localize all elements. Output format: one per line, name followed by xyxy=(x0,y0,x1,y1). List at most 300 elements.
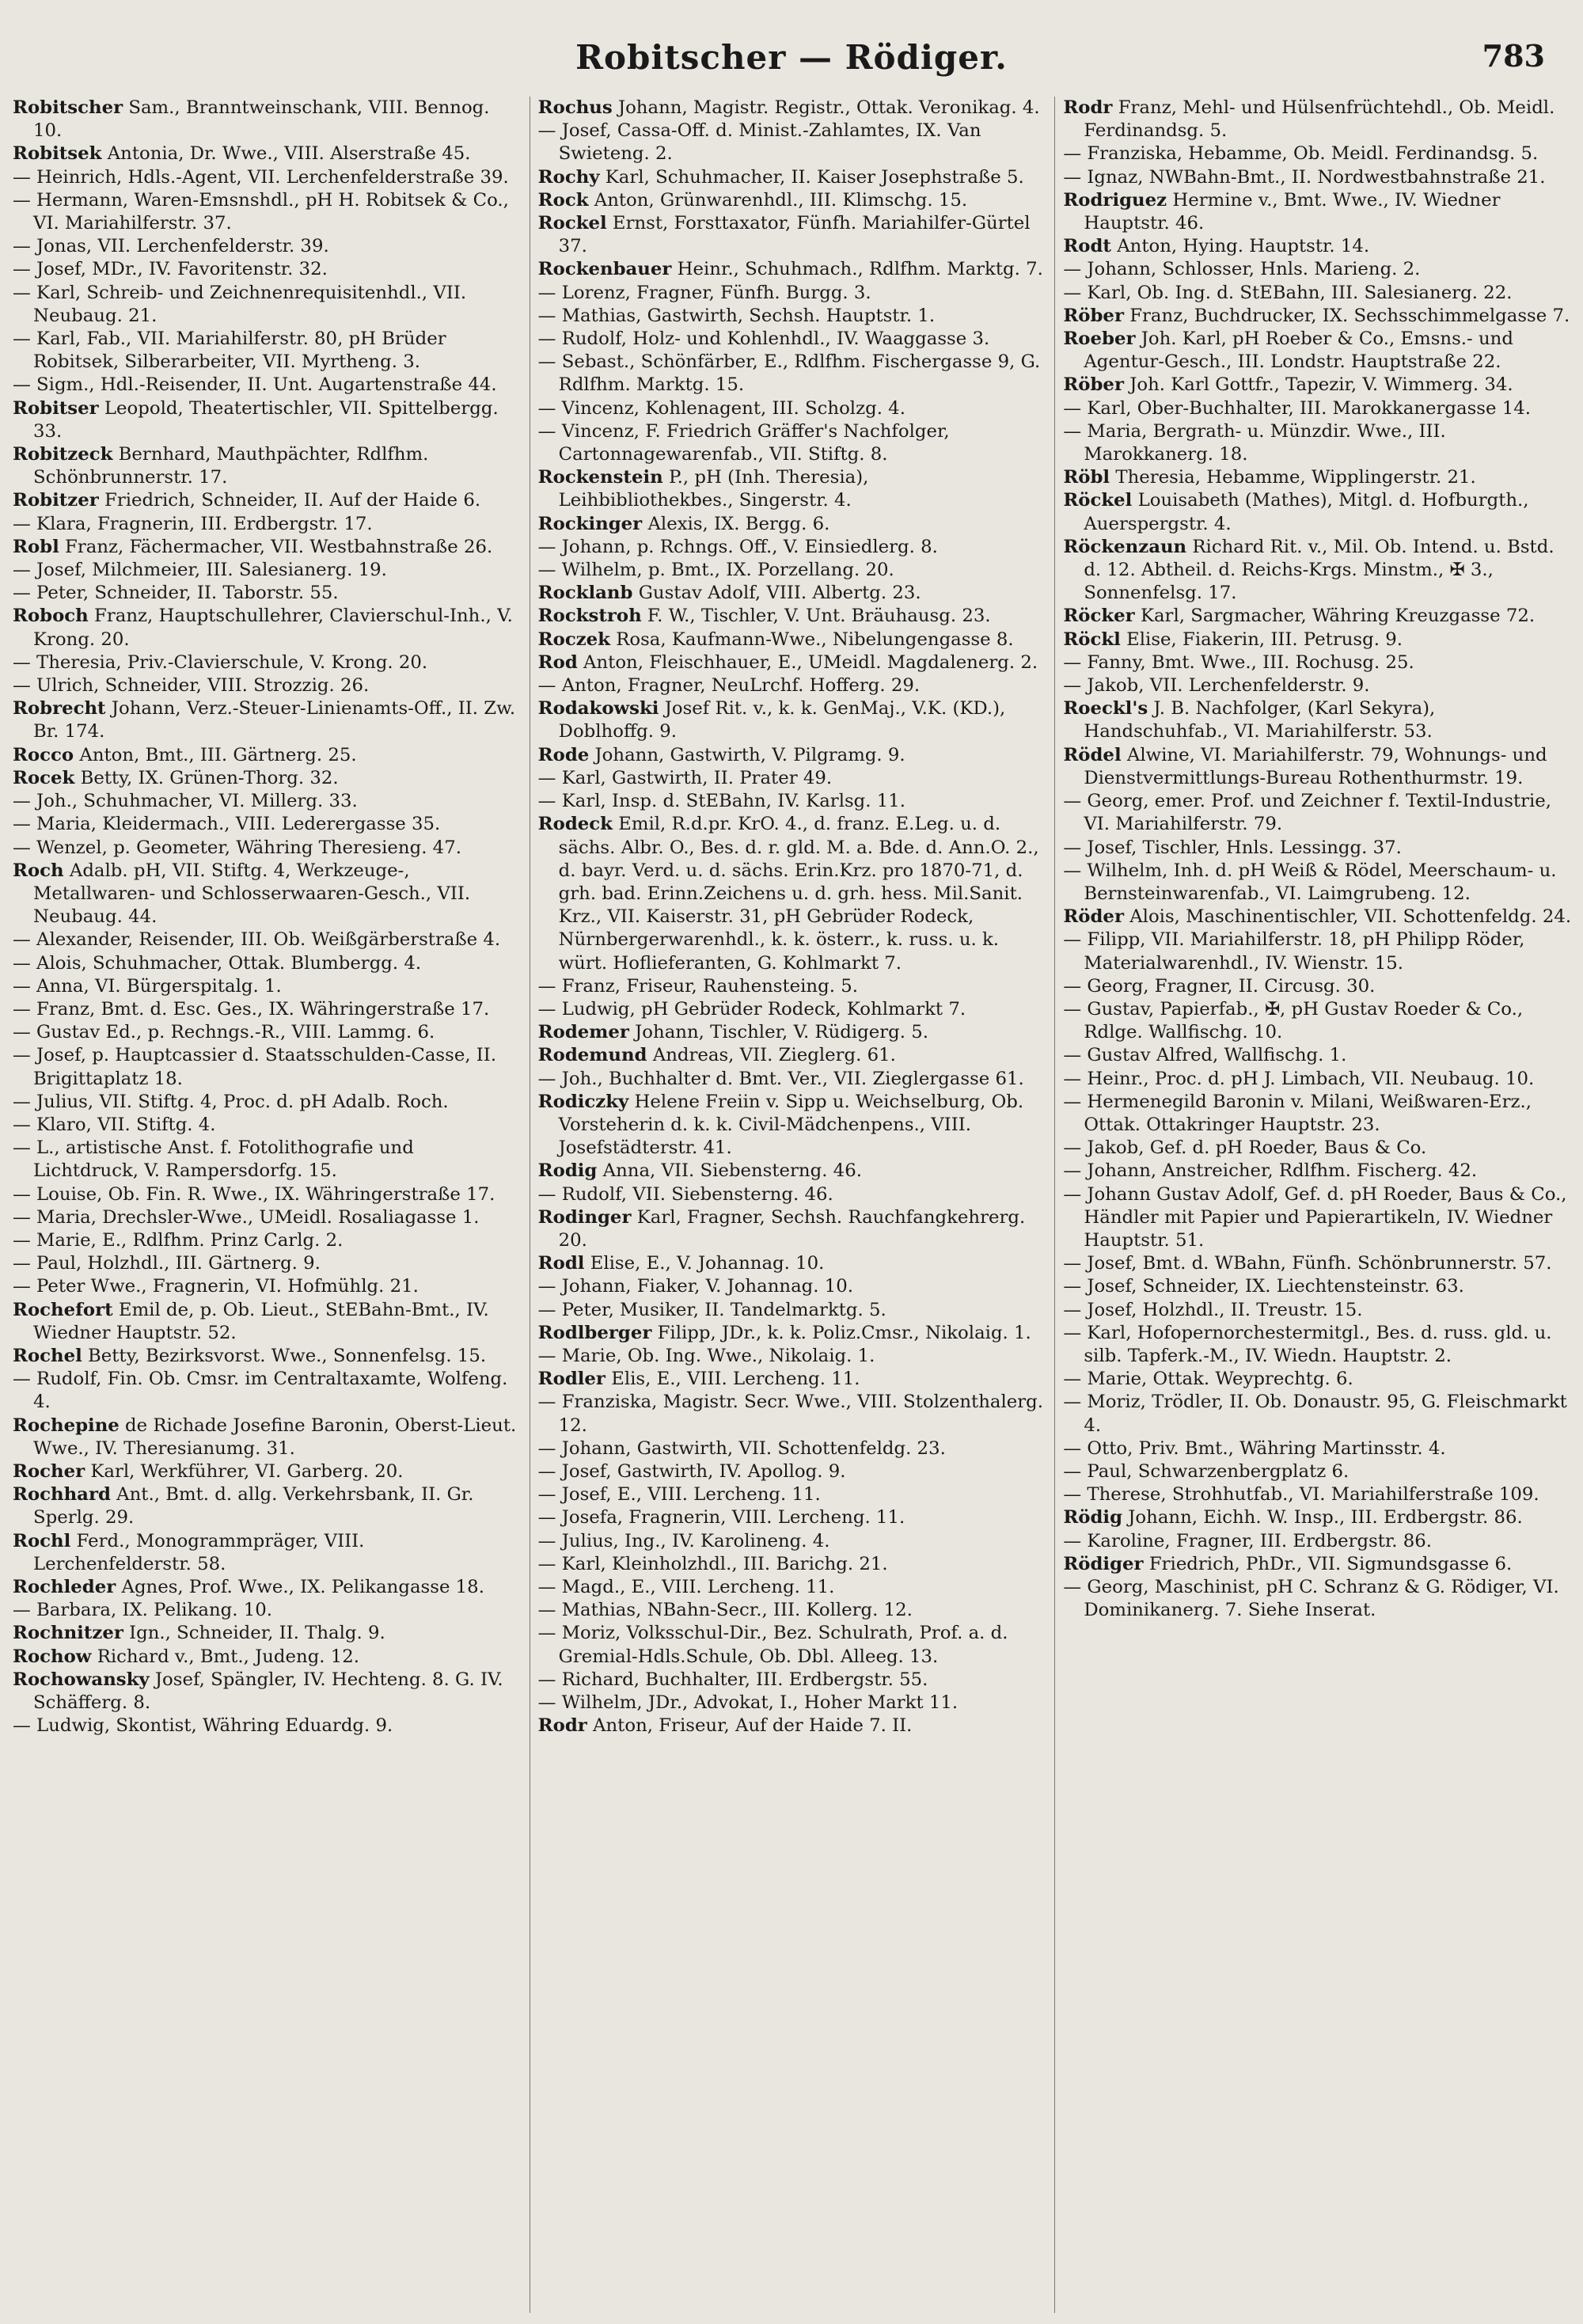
entry-surname: Röckel xyxy=(1063,490,1133,511)
directory-entry xyxy=(1063,1068,1572,1091)
directory-entry xyxy=(13,282,522,328)
directory-entry xyxy=(538,1299,1047,1322)
entry-text: Karl, Werkführer, VI. Garberg. 20. xyxy=(90,1460,404,1482)
entry-surname: Rode xyxy=(537,744,590,765)
directory-entry xyxy=(1063,1506,1572,1529)
entry-text: Rosa, Kaufmann-Wwe., Nibelungengasse 8. xyxy=(616,628,1014,650)
directory-entry xyxy=(538,1275,1047,1298)
entry-text: — Karl, Ober-Buchhalter, III. Marokkanergasse 14. xyxy=(1063,397,1531,419)
entry-text: Franz, Buchdrucker, IX. Sechsschimmelgasse 7. xyxy=(1129,305,1570,326)
entry-surname: Rochus xyxy=(537,97,613,118)
entry-text: Filipp, JDr., k. k. Poliz.Cmsr., Nikolaig. 1. xyxy=(657,1322,1031,1343)
entry-text: — Gustav Ed., p. Rechngs.-R., VIII. Lammg. 6. xyxy=(13,1022,435,1043)
entry-text: — Rudolf, Fin. Ob. Cmsr. im Centraltaxamte, Wolfeng. 4. xyxy=(13,1369,508,1413)
directory-entry xyxy=(538,282,1047,305)
entry-text: Joh. Karl, pH Roeber & Co., Emsns.- und Agentur-Gesch., III. Londstr. Hauptstraße 22. xyxy=(1084,328,1513,373)
directory-entry xyxy=(13,1415,522,1460)
directory-entry xyxy=(1063,235,1572,258)
entry-text: — Wilhelm, JDr., Advokat, I., Hoher Markt 11. xyxy=(537,1692,959,1714)
directory-entry xyxy=(13,1206,522,1229)
directory-entry xyxy=(13,142,522,165)
directory-entry xyxy=(538,1091,1047,1160)
entry-text: Johann, Magistr. Registr., Ottak. Veronikag. 4. xyxy=(617,97,1040,118)
entry-surname: Rodt xyxy=(1063,236,1111,257)
entry-text: Emil de, p. Ob. Lieut., StEBahn-Bmt., IV. Wiedner Hauptstr. 52. xyxy=(33,1299,489,1343)
entry-text: Alwine, VI. Mariahilferstr. 79, Wohnungs- und Dienstvermittlungs-Bureau Rothenthurmstr. 19. xyxy=(1084,744,1547,788)
entry-surname: Rocco xyxy=(13,744,74,765)
entry-text: Louisabeth (Mathes), Mitgl. d. Hofburgth., Auerspergstr. 4. xyxy=(1084,490,1529,534)
entry-text: — Alexander, Reisender, III. Ob. Weißgärberstraße 4. xyxy=(13,929,501,951)
entry-surname: Rochhard xyxy=(13,1484,111,1506)
entry-text: — Ignaz, NWBahn-Bmt., II. Nordwestbahnstraße 21. xyxy=(1063,166,1546,188)
entry-text: Alois, Maschinentischler, VII. Schottenfeldg. 24. xyxy=(1129,906,1572,928)
entry-surname: Rochow xyxy=(13,1646,92,1667)
directory-entry xyxy=(538,651,1047,674)
directory-entry xyxy=(13,1622,522,1645)
entry-text: — Peter Wwe., Fragnerin, VI. Hofmühlg. 21. xyxy=(13,1276,419,1297)
directory-entry xyxy=(13,767,522,790)
entry-text: — Franziska, Magistr. Secr. Wwe., VIII. Stolzenthalerg. 12. xyxy=(537,1392,1044,1436)
directory-entry xyxy=(1063,258,1572,281)
directory-entry xyxy=(538,1252,1047,1275)
directory-entry xyxy=(538,628,1047,651)
entry-text: — Johann Gustav Adolf, Gef. d. pH Roeder, Baus & Co., Händler mit Papier und Papierartikeln, IV. Wiedner Hauptstr. 51. xyxy=(1063,1183,1567,1251)
entry-text: — Theresia, Priv.-Clavierschule, V. Krong. 20. xyxy=(13,651,428,673)
entry-surname: Rödig xyxy=(1063,1507,1123,1528)
entry-text: Anna, VII. Siebensterng. 46. xyxy=(602,1160,862,1182)
directory-entry xyxy=(13,605,522,651)
entry-text: — Maria, Kleidermach., VIII. Lederergasse 35. xyxy=(13,814,441,835)
directory-entry xyxy=(13,397,522,443)
directory-entry xyxy=(13,928,522,951)
directory-entry xyxy=(538,1044,1047,1067)
directory-entry xyxy=(1063,1576,1572,1622)
entry-surname: Rochel xyxy=(13,1345,82,1366)
directory-entry xyxy=(13,374,522,397)
directory-entry xyxy=(538,305,1047,328)
entry-text: — Franziska, Hebamme, Ob. Meidl. Ferdinandsg. 5. xyxy=(1063,143,1539,165)
entry-text: — Lorenz, Fragner, Fünfh. Burgg. 3. xyxy=(537,282,871,303)
directory-entry xyxy=(13,1021,522,1044)
entry-text: — Karl, Schreib- und Zeichnenrequisitenhdl., VII. Neubaug. 21. xyxy=(13,282,467,326)
entry-text: Johann, Verz.-Steuer-Linienamts-Off., II. Zw. Br. 174. xyxy=(33,698,516,742)
directory-entry xyxy=(1063,998,1572,1044)
entry-text: — Josef, Bmt. d. WBahn, Fünfh. Schönbrunnerstr. 57. xyxy=(1063,1253,1552,1274)
entry-text: — Karl, Ob. Ing. d. StEBahn, III. Salesianerg. 22. xyxy=(1063,282,1513,303)
directory-entry xyxy=(13,1275,522,1298)
directory-entry xyxy=(538,328,1047,351)
directory-entry xyxy=(1063,1368,1572,1391)
directory-entry xyxy=(538,1530,1047,1553)
directory-entry xyxy=(538,1160,1047,1183)
entry-text: — Klaro, VII. Stiftg. 4. xyxy=(13,1114,216,1135)
directory-entry xyxy=(1063,1091,1572,1137)
entry-text: Anton, Grünwarenhdl., III. Klimschg. 15. xyxy=(594,189,968,211)
directory-entry xyxy=(1063,1322,1572,1368)
directory-entry xyxy=(1063,166,1572,189)
entry-text: — Mathias, Gastwirth, Sechsh. Hauptstr. 1. xyxy=(537,305,936,326)
directory-entry xyxy=(1063,1252,1572,1275)
entry-text: — Vincenz, F. Friedrich Gräffer's Nachfolger, Cartonnagewarenfab., VII. Stiftg. 8. xyxy=(537,420,950,465)
directory-entry xyxy=(13,513,522,536)
directory-entry xyxy=(1063,536,1572,606)
directory-entry xyxy=(538,674,1047,697)
directory-entry xyxy=(538,1437,1047,1460)
directory-entry xyxy=(13,443,522,489)
directory-entry xyxy=(13,1715,522,1737)
entry-text: Franz, Fächermacher, VII. Westbahnstraße 26. xyxy=(65,536,493,557)
entry-text: — Sigm., Hdl.-Reisender, II. Unt. Augartenstraße 44. xyxy=(13,374,497,396)
entry-surname: Rodig xyxy=(537,1160,598,1182)
entry-surname: Robitzeck xyxy=(13,444,113,465)
directory-entry xyxy=(13,258,522,281)
entry-text: — Wilhelm, p. Bmt., IX. Porzellang. 20. xyxy=(537,560,894,581)
directory-entry xyxy=(13,559,522,582)
entry-surname: Rodr xyxy=(537,1715,587,1737)
entry-surname: Rockenbauer xyxy=(537,259,672,280)
entry-surname: Rödel xyxy=(1063,744,1122,765)
directory-entry xyxy=(13,837,522,860)
entry-text: Theresia, Hebamme, Wipplingerstr. 21. xyxy=(1115,467,1476,488)
entry-surname: Robrecht xyxy=(13,698,106,720)
directory-entry xyxy=(538,744,1047,767)
entry-surname: Rockstroh xyxy=(537,606,642,627)
entry-text: Antonia, Dr. Wwe., VIII. Alserstraße 45. xyxy=(107,143,471,165)
entry-text: — Karl, Gastwirth, II. Prater 49. xyxy=(537,767,833,788)
entry-text: — Richard, Buchhalter, III. Erdbergstr. 55. xyxy=(537,1669,928,1690)
entry-text: — Joh., Buchhalter d. Bmt. Ver., VII. Zieglergasse 61. xyxy=(537,1068,1024,1089)
entry-text: — Georg, Maschinist, pH C. Schranz & G. Rödiger, VI. Dominikanerg. 7. Siehe Inserat. xyxy=(1063,1577,1559,1621)
directory-entry xyxy=(13,1091,522,1114)
entry-text: — Josef, Holzhdl., II. Treustr. 15. xyxy=(1063,1299,1363,1320)
directory-entry xyxy=(13,1599,522,1622)
entry-text: Bernhard, Mauthpächter, Rdlfhm. Schönbrunnerstr. 17. xyxy=(33,444,429,488)
directory-entry xyxy=(13,166,522,189)
entry-text: — Josef, Cassa-Off. d. Minist.-Zahlamtes, IX. Van Swieteng. 2. xyxy=(537,120,981,165)
directory-entry xyxy=(538,582,1047,605)
directory-entry xyxy=(13,952,522,975)
entry-text: Agnes, Prof. Wwe., IX. Pelikangasse 18. xyxy=(121,1577,484,1597)
directory-entry xyxy=(538,1576,1047,1599)
entry-text: — Otto, Priv. Bmt., Währing Martinsstr. 4. xyxy=(1063,1437,1446,1459)
directory-entry xyxy=(13,1137,522,1183)
directory-entry xyxy=(1063,744,1572,790)
entry-surname: Rockel xyxy=(537,213,607,234)
entry-text: Josef, Spängler, IV. Hechteng. 8. G. IV. Schäfferg. 8. xyxy=(33,1669,503,1714)
entry-surname: Rocher xyxy=(13,1460,85,1482)
entry-surname: Rochefort xyxy=(13,1299,113,1320)
entry-surname: Rodinger xyxy=(537,1206,632,1228)
column-1 xyxy=(13,97,522,2313)
directory-entry xyxy=(538,1460,1047,1483)
entry-text: — Filipp, VII. Mariahilferstr. 18, pH Philipp Röder, Materialwarenhdl., IV. Wienstr. 15. xyxy=(1063,929,1525,974)
column-2 xyxy=(530,97,1047,2313)
directory-entry xyxy=(13,582,522,605)
entry-surname: Roch xyxy=(13,860,64,881)
entry-text: Josef Rit. v., k. k. GenMaj., V.K. (KD.), Doblhoffg. 9. xyxy=(558,698,1006,742)
entry-text: Franz, Mehl- und Hülsenfrüchtehdl., Ob. Meidl. Ferdinandsg. 5. xyxy=(1084,97,1555,142)
directory-entry xyxy=(538,1599,1047,1622)
directory-entry xyxy=(13,97,522,142)
directory-entry xyxy=(13,1044,522,1090)
entry-text: Friedrich, Schneider, II. Auf der Haide 6. xyxy=(104,490,481,511)
entry-text: — Karoline, Fragner, III. Erdbergstr. 86. xyxy=(1063,1530,1433,1551)
directory-entry xyxy=(13,790,522,813)
entry-surname: Robitser xyxy=(13,397,99,419)
entry-text: Friedrich, PhDr., VII. Sigmundsgasse 6. xyxy=(1148,1553,1513,1574)
entry-surname: Rodlberger xyxy=(537,1322,652,1343)
entry-text: — Marie, Ottak. Weyprechtg. 6. xyxy=(1063,1369,1353,1390)
directory-entry xyxy=(538,420,1047,466)
directory-entry xyxy=(538,258,1047,281)
entry-text: Leopold, Theatertischler, VII. Spittelbergg. 33. xyxy=(33,397,499,442)
page-header xyxy=(0,38,1583,93)
entry-text: — Joh., Schuhmacher, VI. Millerg. 33. xyxy=(13,791,358,812)
entry-text: — Johann, p. Rchngs. Off., V. Einsiedlerg. 8. xyxy=(537,536,938,557)
directory-entry xyxy=(13,1345,522,1368)
entry-surname: Rodakowski xyxy=(537,698,659,720)
directory-entry xyxy=(1063,328,1572,374)
entry-text: Ferd., Monogrammpräger, VIII. Lerchenfelderstr. 58. xyxy=(33,1530,365,1574)
directory-entry xyxy=(538,767,1047,790)
entry-surname: Rochowansky xyxy=(13,1669,150,1690)
directory-entry xyxy=(1063,1530,1572,1553)
entry-text: — Gustav Alfred, Wallfischg. 1. xyxy=(1063,1045,1347,1066)
directory-entry xyxy=(1063,860,1572,906)
entry-text: — Hermenegild Baronin v. Milani, Weißwaren-Erz., Ottak. Ottakringer Hauptstr. 23. xyxy=(1063,1091,1532,1135)
entry-text: — Josef, MDr., IV. Favoritenstr. 32. xyxy=(13,259,328,280)
directory-entry xyxy=(538,813,1047,974)
directory-entry xyxy=(538,351,1047,397)
entry-text: Emil, R.d.pr. KrO. 4., d. franz. E.Leg. u. d. sächs. Albr. O., Bes. d. r. gld. M. a. Bde. d. Ann.O. 2., d. bayr. Verd. u. d. sächs. Erin.Krz. pro 1870-71, d. grh. bad. Erinn.Zeichens u. d. grh. hess. Mil.Sanit. Krz., VII. Kaiserstr. 31, pH Gebrüder Rodeck, Nürnbergerwarenhdl., k. k. österr., k. russ. u. k. würt. Hoflieferanten, G. Kohlmarkt 7. xyxy=(558,814,1039,974)
directory-entry xyxy=(1063,142,1572,165)
entry-text: de Richade Josefine Baronin, Oberst-Lieut. Wwe., IV. Theresianumg. 31. xyxy=(33,1415,517,1459)
directory-entry xyxy=(13,1229,522,1252)
entry-text: — Maria, Drechsler-Wwe., UMeidl. Rosaliagasse 1. xyxy=(13,1206,480,1228)
entry-text: Johann, Eichh. W. Insp., III. Erdbergstr. 86. xyxy=(1128,1507,1523,1528)
entry-text: — L., artistische Anst. f. Fotolithografie und Lichtdruck, V. Rampersdorfg. 15. xyxy=(13,1137,414,1182)
entry-surname: Röbl xyxy=(1063,467,1110,488)
directory-entry xyxy=(13,1114,522,1137)
directory-entry xyxy=(538,975,1047,998)
entry-text: Betty, Bezirksvorst. Wwe., Sonnenfelsg. 15. xyxy=(88,1345,487,1366)
entry-text: — Wilhelm, Inh. d. pH Weiß & Rödel, Meerschaum- u. Bernsteinwarenfab., VI. Laimgrubeng. 12. xyxy=(1063,860,1557,904)
directory-entry xyxy=(538,1322,1047,1345)
directory-entry xyxy=(1063,1391,1572,1437)
directory-entry xyxy=(538,998,1047,1021)
directory-entry xyxy=(13,813,522,836)
entry-text: Sam., Branntweinschank, VIII. Bennog. 10. xyxy=(33,97,490,142)
entry-surname: Rockinger xyxy=(537,513,643,534)
entry-text: — Franz, Bmt. d. Esc. Ges., IX. Währingerstraße 17. xyxy=(13,998,490,1020)
entry-text: — Franz, Friseur, Rauhensteing. 5. xyxy=(537,975,858,997)
entry-surname: Rödiger xyxy=(1063,1553,1144,1574)
entry-text: J. B. Nachfolger, (Karl Sekyra), Handschuhfab., VI. Mariahilferstr. 53. xyxy=(1084,698,1436,742)
directory-entry xyxy=(13,1483,522,1529)
directory-entry xyxy=(538,697,1047,743)
directory-entry xyxy=(1063,466,1572,489)
directory-entry xyxy=(13,1669,522,1715)
entry-text: — Maria, Bergrath- u. Münzdir. Wwe., III. Marokkanerg. 18. xyxy=(1063,420,1446,465)
entry-text: — Karl, Fab., VII. Mariahilferstr. 80, pH Brüder Robitsek, Silberarbeiter, VII. Myrtheng. 3. xyxy=(13,328,446,373)
entry-text: Alexis, IX. Bergg. 6. xyxy=(647,513,830,534)
entry-text: — Hermann, Waren-Emsnshdl., pH H. Robitsek & Co., VI. Mariahilferstr. 37. xyxy=(13,189,509,234)
entry-text: — Jonas, VII. Lerchenfelderstr. 39. xyxy=(13,236,329,257)
entry-text: Johann, Gastwirth, V. Pilgramg. 9. xyxy=(594,744,905,765)
entry-surname: Roboch xyxy=(13,606,89,627)
entry-text: — Julius, Ing., IV. Karolineng. 4. xyxy=(537,1530,830,1551)
page-number: 783 xyxy=(1482,38,1545,74)
directory-entry xyxy=(13,536,522,559)
entry-text: Franz, Hauptschullehrer, Clavierschul-Inh., V. Krong. 20. xyxy=(33,606,513,650)
directory-entry xyxy=(13,235,522,258)
entry-surname: Robitscher xyxy=(13,97,123,118)
directory-entry xyxy=(538,513,1047,536)
entry-text: — Josef, Gastwirth, IV. Apollog. 9. xyxy=(537,1460,846,1482)
entry-text: — Johann, Gastwirth, VII. Schottenfeldg. 23. xyxy=(537,1437,946,1459)
entry-text: — Johann, Schlosser, Hnls. Marieng. 2. xyxy=(1063,259,1421,280)
entry-text: — Georg, Fragner, II. Circusg. 30. xyxy=(1063,975,1376,997)
entry-text: — Magd., E., VIII. Lercheng. 11. xyxy=(537,1577,835,1597)
entry-text: — Jakob, Gef. d. pH Roeder, Baus & Co. xyxy=(1063,1137,1427,1159)
directory-entry xyxy=(1063,906,1572,928)
directory-entry xyxy=(1063,489,1572,535)
directory-entry xyxy=(538,1506,1047,1529)
entry-text: — Louise, Ob. Fin. R. Wwe., IX. Währingerstraße 17. xyxy=(13,1183,495,1205)
entry-text: Adalb. pH, VII. Stiftg. 4, Werkzeuge-, Metallwaren- und Schlosserwaaren-Gesch., VII. Neubaug. 44. xyxy=(33,860,471,928)
directory-entry xyxy=(1063,651,1572,674)
entry-text: — Anton, Fragner, NeuLrchf. Hofferg. 29. xyxy=(537,675,921,697)
entry-text: — Anna, VI. Bürgerspitalg. 1. xyxy=(13,975,282,997)
entry-surname: Rochl xyxy=(13,1530,71,1551)
directory-entry xyxy=(538,1622,1047,1668)
directory-entry xyxy=(1063,697,1572,743)
directory-entry xyxy=(538,120,1047,165)
directory-entry xyxy=(1063,189,1572,235)
directory-entry xyxy=(1063,1299,1572,1322)
entry-surname: Rock xyxy=(537,189,589,211)
entry-surname: Rochleder xyxy=(13,1577,116,1597)
directory-entry xyxy=(538,536,1047,559)
entry-text: F. W., Tischler, V. Unt. Bräuhausg. 23. xyxy=(647,606,991,627)
entry-surname: Robl xyxy=(13,536,59,557)
entry-text: — Josef, Milchmeier, III. Salesianerg. 19. xyxy=(13,560,387,581)
directory-entry xyxy=(1063,1483,1572,1506)
entry-text: — Karl, Kleinholzhdl., III. Barichg. 21. xyxy=(537,1553,888,1574)
entry-text: — Peter, Musiker, II. Tandelmarktg. 5. xyxy=(537,1299,886,1320)
directory-entry xyxy=(538,1715,1047,1737)
directory-entry xyxy=(13,328,522,374)
entry-text: — Josef, Tischler, Hnls. Lessingg. 37. xyxy=(1063,837,1402,858)
directory-entry xyxy=(538,559,1047,582)
entry-surname: Rochy xyxy=(537,166,600,188)
directory-entry xyxy=(538,1669,1047,1692)
directory-entry xyxy=(1063,1160,1572,1183)
entry-text: Anton, Friseur, Auf der Haide 7. II. xyxy=(593,1715,913,1737)
directory-entry xyxy=(13,1646,522,1669)
directory-entry xyxy=(1063,790,1572,836)
entry-text: — Marie, E., Rdlfhm. Prinz Carlg. 2. xyxy=(13,1229,344,1251)
entry-surname: Rocklanb xyxy=(537,583,633,604)
entry-text: — Barbara, IX. Pelikang. 10. xyxy=(13,1600,272,1621)
entry-text: Ant., Bmt. d. allg. Verkehrsbank, II. Gr. Sperlg. 29. xyxy=(33,1484,474,1528)
directory-entry xyxy=(13,697,522,743)
directory-entry xyxy=(538,1391,1047,1437)
directory-entry xyxy=(1063,1553,1572,1576)
directory-entry xyxy=(538,1345,1047,1368)
entry-text: Andreas, VII. Zieglerg. 61. xyxy=(652,1045,896,1066)
directory-entry xyxy=(13,674,522,697)
entry-surname: Röcker xyxy=(1063,606,1135,627)
directory-entry xyxy=(1063,1437,1572,1460)
entry-text: — Sebast., Schönfärber, E., Rdlfhm. Fischergasse 9, G. Rdlfhm. Marktg. 15. xyxy=(537,351,1041,396)
directory-entry xyxy=(538,1368,1047,1391)
entry-text: Elise, Fiakerin, III. Petrusg. 9. xyxy=(1126,628,1403,650)
entry-text: — Paul, Holzhdl., III. Gärtnerg. 9. xyxy=(13,1253,321,1274)
directory-entry xyxy=(538,1206,1047,1252)
directory-entry xyxy=(1063,97,1572,142)
entry-text: Elis, E., VIII. Lercheng. 11. xyxy=(611,1369,860,1390)
entry-text: Anton, Bmt., III. Gärtnerg. 25. xyxy=(79,744,357,765)
entry-text: — Ludwig, Skontist, Währing Eduardg. 9. xyxy=(13,1715,393,1737)
entry-surname: Röckl xyxy=(1063,628,1121,650)
directory-entry xyxy=(13,860,522,929)
entry-text: Anton, Hying. Hauptstr. 14. xyxy=(1117,236,1370,257)
entry-text: — Moriz, Volksschul-Dir., Bez. Schulrath, Prof. a. d. Gremial-Hdls.Schule, Ob. Dbl. Alleeg. 13. xyxy=(537,1623,1008,1667)
entry-text: Karl, Sargmacher, Währing Kreuzgasse 72. xyxy=(1140,606,1536,627)
directory-entry xyxy=(538,189,1047,212)
directory-entry xyxy=(1063,1275,1572,1298)
entry-text: — Josef, Schneider, IX. Liechtensteinstr. 63. xyxy=(1063,1276,1464,1297)
entry-surname: Rodler xyxy=(537,1369,605,1390)
entry-surname: Rockenstein xyxy=(537,467,663,488)
entry-text: — Mathias, NBahn-Secr., III. Kollerg. 12. xyxy=(537,1600,913,1621)
entry-text: — Josefa, Fragnerin, VIII. Lercheng. 11. xyxy=(537,1507,905,1528)
entry-surname: Rodemer xyxy=(537,1022,629,1043)
entry-text: Ign., Schneider, II. Thalg. 9. xyxy=(129,1623,385,1644)
directory-entry xyxy=(538,166,1047,189)
directory-entry xyxy=(538,97,1047,120)
entry-text: — Rudolf, Holz- und Kohlenhdl., IV. Waaggasse 3. xyxy=(537,328,990,350)
directory-entry xyxy=(538,397,1047,420)
directory-entry xyxy=(13,1183,522,1206)
directory-entry xyxy=(13,744,522,767)
directory-entry xyxy=(538,1021,1047,1044)
entry-text: — Josef, E., VIII. Lercheng. 11. xyxy=(537,1484,821,1506)
running-title: Robitscher — Rödiger. xyxy=(575,38,1008,77)
entry-surname: Rochepine xyxy=(13,1415,120,1436)
entry-text: — Jakob, VII. Lerchenfelderstr. 9. xyxy=(1063,675,1370,697)
entry-text: Karl, Schuhmacher, II. Kaiser Josephstraße 5. xyxy=(605,166,1024,188)
entry-text: — Alois, Schuhmacher, Ottak. Blumbergg. 4. xyxy=(13,952,422,974)
directory-entry xyxy=(13,1252,522,1275)
directory-entry xyxy=(13,998,522,1021)
entry-text: — Josef, p. Hauptcassier d. Staatsschulden-Casse, II. Brigittaplatz 18. xyxy=(13,1045,497,1089)
entry-surname: Röder xyxy=(1063,906,1124,928)
entry-text: — Moriz, Trödler, II. Ob. Donaustr. 95, G. Fleischmarkt 4. xyxy=(1063,1392,1567,1436)
directory-entry xyxy=(1063,1044,1572,1067)
directory-entry xyxy=(13,1530,522,1576)
entry-text: — Vincenz, Kohlenagent, III. Scholzg. 4. xyxy=(537,397,905,419)
directory-entry xyxy=(538,466,1047,512)
entry-text: Elise, E., V. Johannag. 10. xyxy=(590,1253,825,1274)
directory-entry xyxy=(1063,397,1572,420)
entry-text: — Marie, Ob. Ing. Wwe., Nikolaig. 1. xyxy=(537,1345,875,1366)
entry-surname: Robitzer xyxy=(13,490,99,511)
entry-text: Helene Freiin v. Sipp u. Weichselburg, Ob. Vorsteherin d. k. k. Civil-Mädchenpens., VIII. Josefstädterstr. 41. xyxy=(558,1091,1024,1159)
directory-entry xyxy=(1063,282,1572,305)
entry-text: — Karl, Hofopernorchestermitgl., Bes. d. russ. gld. u. silb. Tapferk.-M., IV. Wiedn. Hauptstr. 2. xyxy=(1063,1322,1552,1366)
